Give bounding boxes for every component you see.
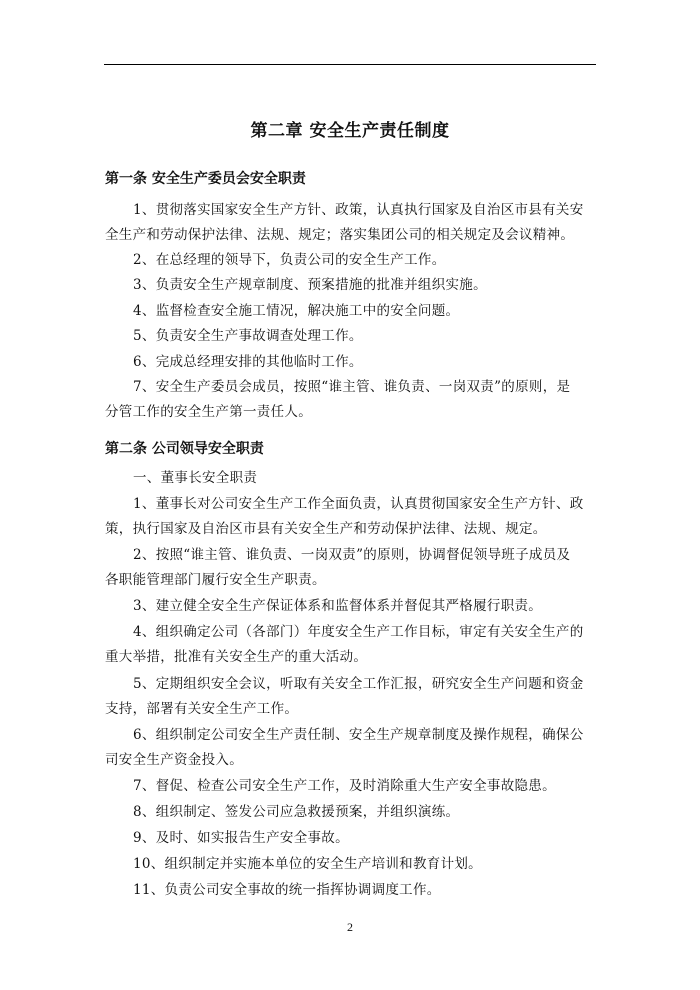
article-1-line: 全生产和劳动保护法律、法规、规定；落实集团公司的相关规定及会议精神。	[105, 227, 575, 243]
article-1-title: 第一条 安全生产委员会安全职责	[105, 171, 306, 187]
article-2-line: 9、及时、如实报告生产安全事故。	[133, 830, 349, 846]
article-2-line: 4、组织确定公司（各部门）年度安全生产工作目标，审定有关安全生产的	[133, 624, 584, 640]
article-1-line: 分管工作的安全生产第一责任人。	[105, 404, 312, 420]
article-2-line: 10、组织制定并实施本单位的安全生产培训和教育计划。	[133, 856, 482, 872]
article-2-line: 8、组织制定、签发公司应急救援预案，并组织演练。	[133, 804, 460, 820]
article-2-line: 策，执行国家及自治区市县有关安全生产和劳动保护法律、法规、规定。	[105, 521, 547, 537]
article-1-line: 1、贯彻落实国家安全生产方针、政策，认真执行国家及自治区市县有关安	[133, 202, 584, 218]
article-2-line: 2、按照“谁主管、谁负责、一岗双责”的原则，协调督促领导班子成员及	[133, 547, 571, 563]
header-rule	[104, 64, 596, 65]
article-2-line: 11、负责公司安全事故的统一指挥协调调度工作。	[133, 882, 441, 898]
article-2-line: 各职能管理部门履行安全生产职责。	[105, 572, 326, 588]
article-1-line: 7、安全生产委员会成员，按照“谁主管、谁负责、一岗双责”的原则，是	[133, 379, 571, 395]
article-2-line: 司安全生产资金投入。	[105, 752, 243, 768]
page-number: 2	[347, 920, 353, 934]
article-2-line: 5、定期组织安全会议，听取有关安全工作汇报，研究安全生产问题和资金	[133, 676, 584, 692]
article-2-title: 第二条 公司领导安全职责	[105, 441, 264, 457]
article-2-line: 1、董事长对公司安全生产工作全面负责，认真贯彻国家安全生产方针、政	[133, 496, 584, 512]
chapter-title: 第二章 安全生产责任制度	[250, 121, 450, 141]
article-2-line: 支持，部署有关安全生产工作。	[105, 701, 299, 717]
article-2-line: 6、组织制定公司安全生产责任制、安全生产规章制度及操作规程，确保公	[133, 727, 584, 743]
article-2-line: 一、董事长安全职责	[133, 470, 258, 486]
article-1-line: 2、在总经理的领导下，负责公司的安全生产工作。	[133, 252, 446, 268]
article-2-line: 7、督促、检查公司安全生产工作，及时消除重大生产安全事故隐患。	[133, 778, 556, 794]
article-1-line: 6、完成总经理安排的其他临时工作。	[133, 354, 363, 370]
article-1-line: 3、负责安全生产规章制度、预案措施的批准并组织实施。	[133, 277, 487, 293]
article-2-line: 3、建立健全安全生产保证体系和监督体系并督促其严格履行职责。	[133, 598, 543, 614]
article-1-line: 4、监督检查安全施工情况，解决施工中的安全问题。	[133, 303, 460, 319]
article-1-line: 5、负责安全生产事故调查处理工作。	[133, 328, 363, 344]
article-2-line: 重大举措，批准有关安全生产的重大活动。	[105, 649, 368, 665]
